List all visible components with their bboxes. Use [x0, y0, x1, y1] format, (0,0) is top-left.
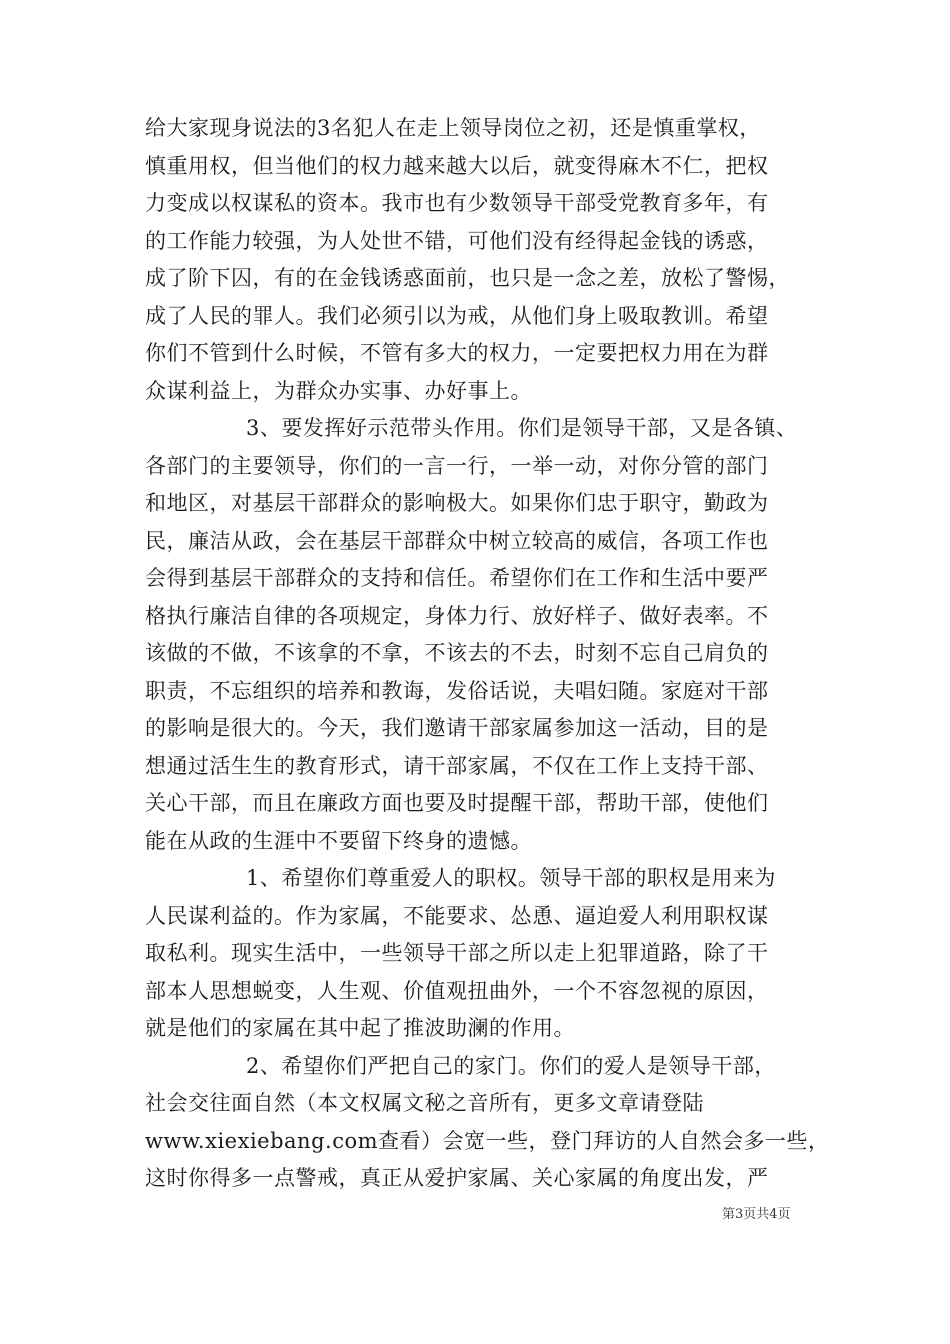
text-line	[0, 598, 950, 634]
line-text: 的工作能力较强，为人处世不错，可他们没有经得起金钱的诱惑，	[145, 228, 769, 253]
text-line	[0, 223, 950, 259]
text-line	[0, 485, 950, 521]
line-text: 1、希望你们尊重爱人的职权。领导干部的职权是用来为	[246, 866, 776, 890]
text-line	[0, 523, 950, 559]
text-line	[0, 335, 950, 371]
line-text: 2、希望你们严把自己的家门。你们的爱人是领导干部，	[246, 1053, 776, 1078]
line-text: 会得到基层干部群众的支持和信任。希望你们在工作和生活中要严	[145, 566, 769, 590]
line-text: 慎重用权，但当他们的权力越来越大以后，就变得麻木不仁，把权	[145, 153, 769, 178]
line-text: 想通过活生生的教育形式，请干部家属，不仅在工作上支持干部、	[145, 753, 769, 778]
line-text: 就是他们的家属在其中起了推波助澜的作用。	[145, 1016, 575, 1040]
line-text: 力变成以权谋私的资本。我市也有少数领导干部受党教育多年，有	[145, 191, 769, 215]
text-line	[0, 148, 950, 184]
text-line	[0, 898, 950, 934]
line-text: 你们不管到什么时候，不管有多大的权力，一定要把权力用在为群	[145, 341, 769, 365]
line-text: 各部门的主要领导，你们的一言一行，一举一动，对你分管的部门	[145, 453, 769, 478]
text-line	[0, 935, 950, 971]
line-text: 职责，不忘组织的培养和教诲，发俗话说，夫唱妇随。家庭对干部	[145, 678, 769, 703]
text-line	[0, 748, 950, 784]
text-line	[0, 1123, 950, 1159]
line-text: 这时你得多一点警戒，真正从爱护家属、关心家属的角度出发，严	[145, 1166, 769, 1190]
line-text: 给大家现身说法的3名犯人在走上领导岗位之初，还是慎重掌权，	[145, 116, 761, 140]
line-text: 社会交往面自然（本文权属文秘之音所有，更多文章请登陆	[145, 1091, 704, 1115]
text-line	[0, 710, 950, 746]
line-text: 能在从政的生涯中不要留下终身的遗憾。	[145, 828, 532, 853]
text-line	[0, 823, 950, 859]
line-text: 该做的不做，不该拿的不拿，不该去的不去，时刻不忘自己肩负的	[145, 641, 769, 665]
line-text: 关心干部，而且在廉政方面也要及时提醒干部，帮助干部，使他们	[145, 791, 769, 815]
text-line	[0, 185, 950, 221]
text-line	[0, 373, 950, 409]
text-line	[0, 1085, 950, 1121]
line-text: 和地区，对基层干部群众的影响极大。如果你们忠于职守，勤政为	[145, 491, 769, 515]
text-line	[0, 260, 950, 296]
text-line	[0, 635, 950, 671]
text-line	[0, 1160, 950, 1196]
line-text: 格执行廉洁自律的各项规定，身体力行、放好样子、做好表率。不	[145, 603, 769, 628]
text-line	[0, 410, 950, 446]
text-line	[0, 560, 950, 596]
text-line	[0, 860, 950, 896]
text-line	[0, 298, 950, 334]
line-text: 部本人思想蜕变，人生观、价值观扭曲外，一个不容忽视的原因，	[145, 978, 769, 1003]
text-line	[0, 785, 950, 821]
line-text: 众谋利益上，为群众办实事、办好事上。	[145, 378, 532, 403]
line-text: 取私利。现实生活中，一些领导干部之所以走上犯罪道路，除了干	[145, 941, 769, 965]
line-text: 3、要发挥好示范带头作用。你们是领导干部，又是各镇、	[246, 416, 798, 440]
text-line	[0, 110, 950, 146]
line-text: 成了阶下囚，有的在金钱诱惑面前，也只是一念之差，放松了警惕，	[145, 266, 790, 290]
text-line	[0, 973, 950, 1009]
line-text: 民，廉洁从政，会在基层干部群众中树立较高的威信，各项工作也	[145, 528, 769, 553]
text-line	[0, 448, 950, 484]
text-line	[0, 673, 950, 709]
line-text: 人民谋利益的。作为家属，不能要求、怂恿、逼迫爱人利用职权谋	[145, 903, 769, 928]
text-line	[0, 1010, 950, 1046]
text-line	[0, 1048, 950, 1084]
page-number: 第3页共4页	[722, 1207, 791, 1222]
line-text: 成了人民的罪人。我们必须引以为戒，从他们身上吸取教训。希望	[145, 303, 769, 328]
line-text: www.xiexiebang.com查看）会宽一些，登门拜访的人自然会多一些，	[145, 1128, 830, 1153]
line-text: 的影响是很大的。今天，我们邀请干部家属参加这一活动，目的是	[145, 716, 769, 740]
